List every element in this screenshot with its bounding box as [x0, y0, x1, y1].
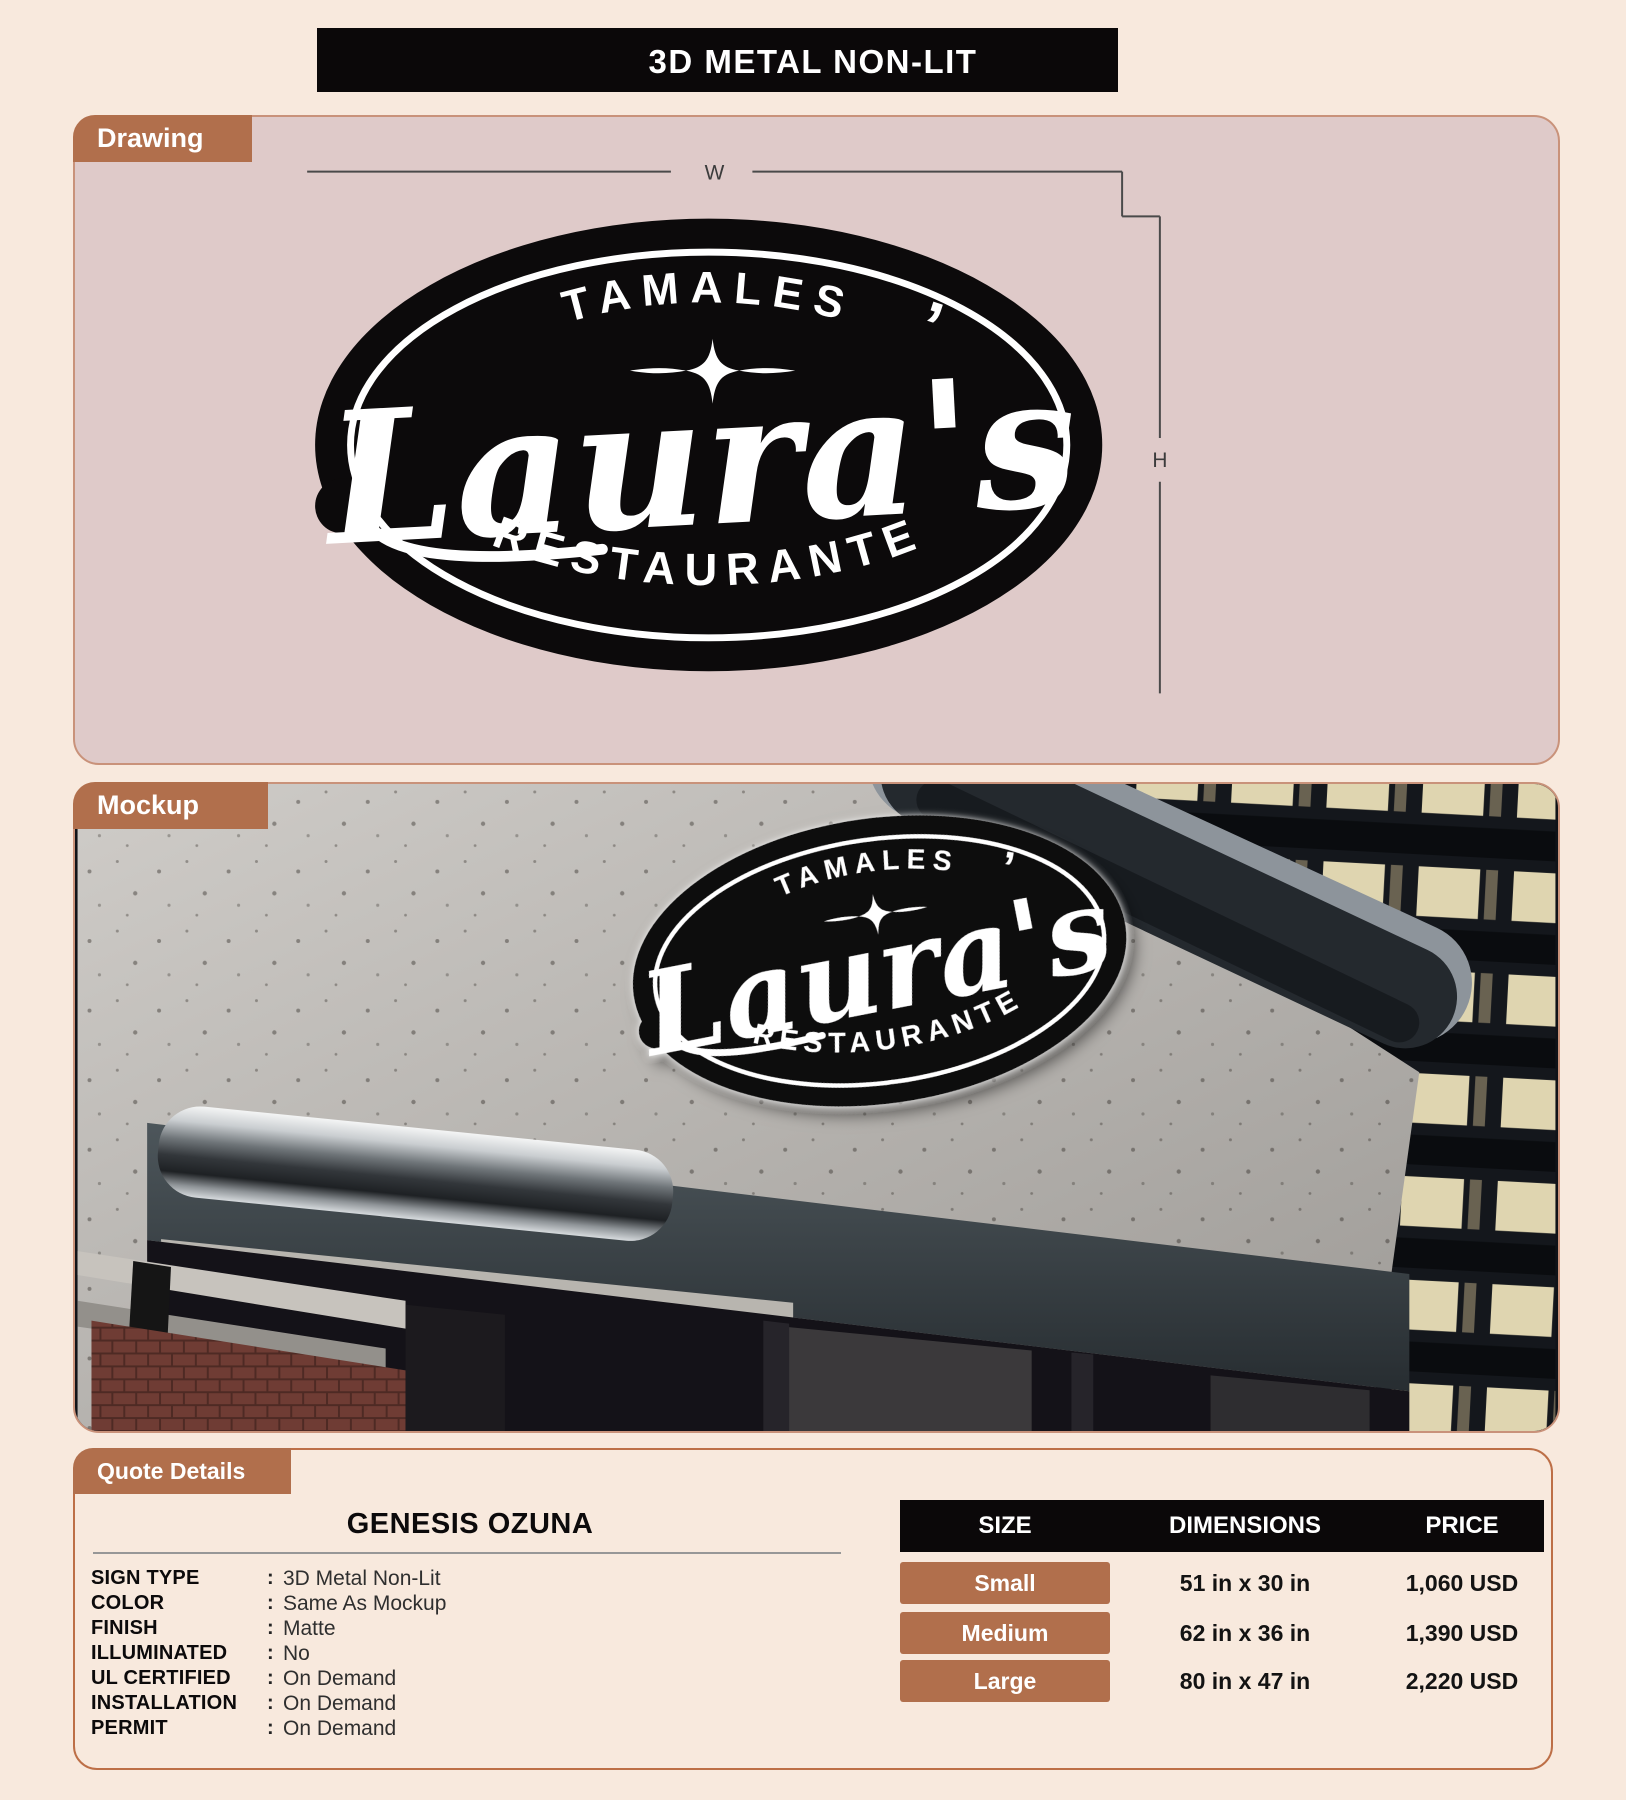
col-dimensions: DIMENSIONS [1168, 1512, 1321, 1539]
drawing-section-tab: Drawing [73, 115, 252, 162]
dimensions-value: 62 in x 36 in [1179, 1620, 1311, 1646]
table-row-medium [900, 1612, 1544, 1654]
drawing-badge [315, 219, 1102, 672]
col-size: SIZE [978, 1512, 1032, 1539]
drawing-canvas [75, 117, 1558, 763]
page-title: 3D METAL NON-LIT [648, 43, 978, 80]
quote-section-tab: Quote Details [73, 1448, 291, 1494]
col-price: PRICE [1425, 1512, 1499, 1539]
dimensions-value: 51 in x 30 in [1179, 1570, 1311, 1596]
customer-name: GENESIS OZUNA [346, 1508, 594, 1540]
dimensions-value: 80 in x 47 in [1179, 1668, 1311, 1694]
price-value: 1,060 USD [1405, 1570, 1519, 1596]
spec-list [91, 1566, 811, 1741]
drawing-panel [73, 115, 1560, 765]
size-badge-medium: Medium [900, 1612, 1110, 1654]
width-dimension-label: W [704, 161, 725, 185]
size-badge-large: Large [900, 1660, 1110, 1702]
quote-details-panel [73, 1448, 1553, 1770]
mockup-panel [73, 782, 1560, 1433]
price-value: 2,220 USD [1405, 1668, 1519, 1694]
spec-row: PERMIT : On Demand [91, 1717, 397, 1740]
spec-row: SIGN TYPE : 3D Metal Non-Lit [91, 1567, 441, 1590]
table-row-small [900, 1562, 1544, 1604]
spec-row: FINISH : Matte [91, 1617, 336, 1640]
spec-row: UL CERTIFIED : On Demand [91, 1667, 397, 1690]
mockup-section-tab: Mockup [73, 782, 268, 829]
size-badge-small: Small [900, 1562, 1110, 1604]
divider [93, 1552, 841, 1554]
price-table-header [900, 1500, 1544, 1552]
price-value: 1,390 USD [1405, 1620, 1519, 1646]
mockup-photo [75, 784, 1558, 1431]
spec-row: INSTALLATION : On Demand [91, 1692, 397, 1715]
spec-row: ILLUMINATED : No [91, 1642, 310, 1665]
spec-row: COLOR : Same As Mockup [91, 1592, 447, 1615]
table-row-large [900, 1660, 1544, 1702]
dark-pillar [406, 1305, 505, 1431]
height-dimension-label: H [1152, 448, 1168, 472]
